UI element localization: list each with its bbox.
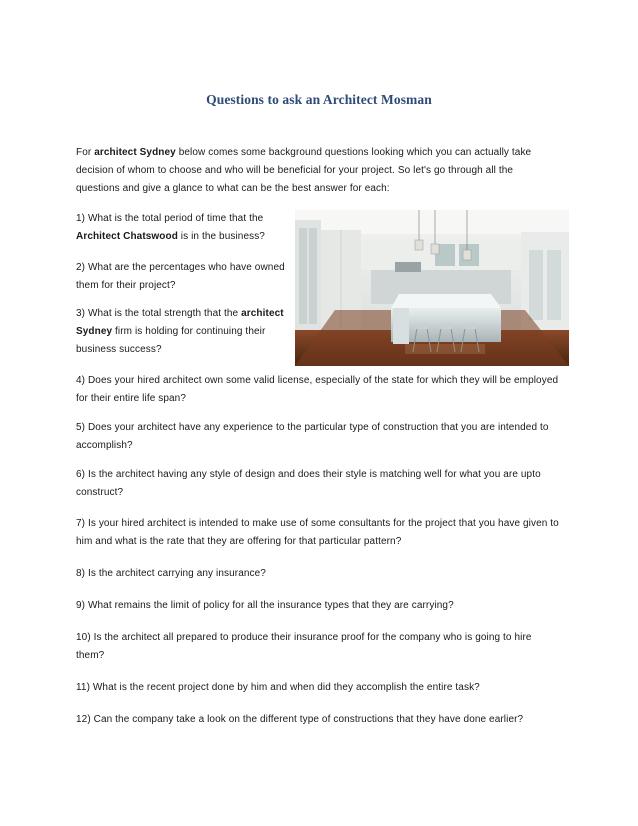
question-1-keyword: Architect Chatswood [76,231,178,242]
question-5: 5) Does your architect have any experience to the particular type of construction that you are intended to accomplish? [76,422,549,451]
question-7: 7) Is your hired architect is intended to make use of some consultants for the project that you have given to him and what is the rate that they are offering for that particular pattern? [76,518,559,547]
question-2 [76,259,296,295]
question-4: 4) Does your hired architect own some valid license, especially of the state for which they will be employed for their entire life span? [76,375,559,404]
question-6: 6) Is the architect having any style of design and does their style is matching well for what you are upto construct? [76,469,541,498]
question-3-text-2: firm is holding for continuing their business success? [76,326,266,355]
question-3-keyword: architect Sydney [76,308,284,337]
question-12: 12) Can the company take a look on the different type of constructions that they have done earlier? [76,714,524,725]
intro-text-1: For [76,147,95,158]
question-1 [76,210,296,246]
question-10: 10) Is the architect all prepared to produce their insurance proof for the company who is going to hire them? [76,632,532,661]
question-1-text-2: is in the business? [177,231,265,242]
intro-link-architect-sydney: architect Sydney [94,147,176,158]
question-8: 8) Is the architect carrying any insurance? [76,568,266,579]
question-11: 11) What is the recent project done by him and when did they accomplish the entire task? [76,682,480,693]
page-title: Questions to ask an Architect Mosman [206,92,432,107]
intro-paragraph [76,144,556,198]
question-2-text: 2) What are the percentages who have owned them for their project? [76,262,285,291]
kitchen-photo [295,210,569,366]
intro-text-2: below comes some background questions looking which you can actually take decision of whom to choose and who will be beneficial for your project. So let's go through all the questions and give a glance to what can be the best answer for each: [76,147,532,194]
question-9: 9) What remains the limit of policy for all the insurance types that they are carrying? [76,600,454,611]
question-3-text-1: 3) What is the total strength that the [76,308,242,319]
question-3 [76,305,296,359]
question-1-text-1: 1) What is the total period of time that the [76,213,264,224]
